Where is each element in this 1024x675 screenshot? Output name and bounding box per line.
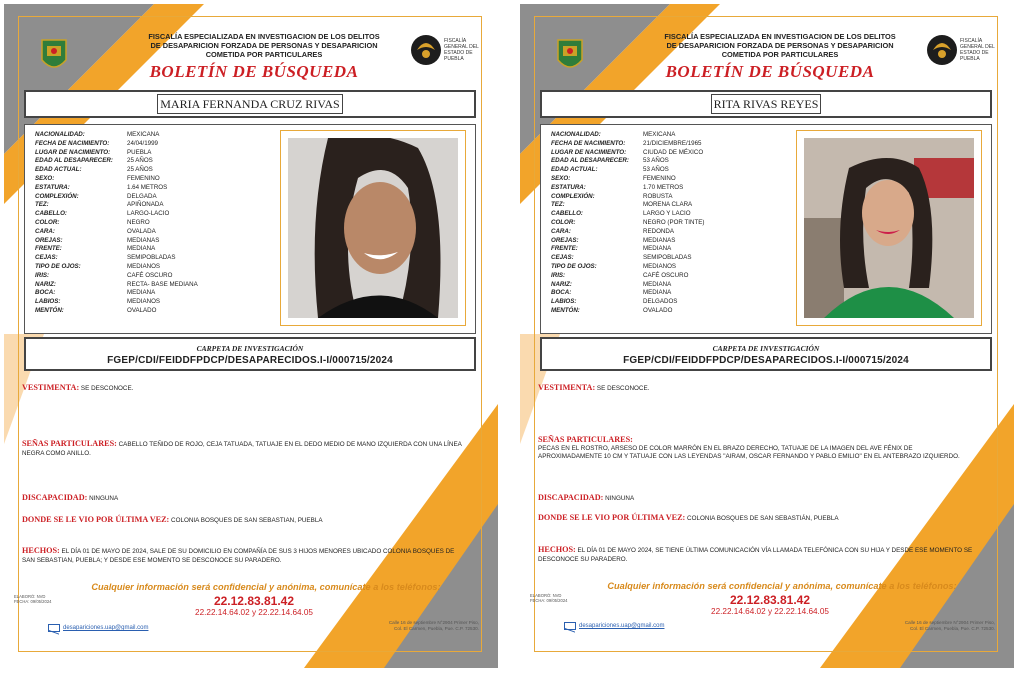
- disability-field: [22, 494, 462, 504]
- office-address: Calle 16 de septiembre N°2904 Primer Piso, Col. El Carmen, Puebla, Pue. C.P. 72530.: [904, 620, 995, 631]
- data-row-label: CEJAS:: [551, 254, 574, 262]
- data-row-label: OREJAS:: [35, 236, 63, 244]
- last-seen-label: DONDE SE LE VIO POR ÚLTIMA VEZ:: [538, 513, 686, 522]
- data-row-value: CAFÉ OSCURO: [643, 271, 689, 279]
- distinguishing-marks-label: SEÑAS PARTICULARES:: [22, 439, 117, 448]
- data-row-label: IRIS:: [551, 271, 566, 279]
- data-row-value: NEGRO: [127, 218, 150, 226]
- data-row: [35, 307, 275, 316]
- person-name: MARIA FERNANDA CRUZ RIVAS: [160, 97, 340, 111]
- data-row-value: 1.70 METROS: [643, 183, 684, 191]
- confidential-info-text: Cualquier información será confidencial y anónima, comunícate a los teléfonos:: [91, 582, 441, 592]
- data-row-label: BOCA:: [35, 289, 56, 297]
- data-row-value: MEDIANA: [643, 280, 672, 288]
- mail-icon: [48, 624, 60, 632]
- data-row-value: SEMIPOBLADAS: [127, 254, 176, 262]
- data-row-label: ESTATURA:: [551, 183, 586, 191]
- data-row: [551, 184, 791, 193]
- data-row-label: CABELLO:: [551, 210, 583, 218]
- data-row-value: FEMENINO: [643, 174, 676, 182]
- data-row: [35, 140, 275, 149]
- investigation-folder-box: [24, 337, 476, 371]
- phone-main[interactable]: 22.12.83.81.42: [729, 593, 811, 607]
- data-row-value: FEMENINO: [127, 174, 160, 182]
- data-row: [551, 149, 791, 158]
- email-text[interactable]: desapariciones.uap@gmail.com: [63, 625, 149, 631]
- distinguishing-marks-value: PECAS EN EL ROSTRO, ARSESO DE COLOR MARRÓN EN EL BRAZO DERECHO, TATUAJE DE LA IMAGEN DEL AVE FÉNIX DE APROXIMADAMENTE 10 CM Y TATUAJE CON LAS LEYENDAS "AIRAM, OSCAR FERNANDO Y PABLO EMILIO" EN EL ANTEBRAZO IZQUIERDO.: [538, 444, 960, 460]
- data-row-value: REDONDA: [643, 227, 674, 235]
- clothing-value: SE DESCONOCE.: [596, 385, 650, 392]
- data-row-value: NEGRO (POR TINTE): [643, 218, 705, 226]
- data-row-label: MENTÓN:: [35, 306, 64, 314]
- data-row: [551, 289, 791, 298]
- data-row-label: COLOR:: [35, 218, 60, 226]
- data-row-value: SEMIPOBLADAS: [643, 254, 692, 262]
- facts-value: EL DÍA 01 DE MAYO 2024, SE TIENE ÚLTIMA COMUNICACIÓN VÍA LLAMADA TELEFÓNICA CON SU HIJA Y DESDE ESE MOMENTO SE DESCONOCE SU PARADERO.: [538, 547, 973, 563]
- data-row-value: 21/DICIEMBRE/1965: [643, 139, 702, 147]
- data-row: [551, 254, 791, 263]
- phone-main[interactable]: 22.12.83.81.42: [213, 594, 295, 608]
- data-row-value: 53 AÑOS: [643, 166, 669, 174]
- data-row-label: COMPLEXIÓN:: [35, 192, 79, 200]
- data-row-value: MEDIANA: [643, 245, 672, 253]
- clothing-label: VESTIMENTA:: [22, 383, 80, 392]
- data-row-label: SEXO:: [35, 174, 55, 182]
- fiscalia-logo-text: FISCALÍA GENERAL DEL ESTADO DE PUEBLA: [960, 38, 995, 62]
- contact-email[interactable]: [564, 622, 664, 630]
- data-row: [551, 175, 791, 184]
- distinguishing-marks-label: SEÑAS PARTICULARES:: [538, 435, 633, 444]
- last-seen-value: COLONIA BOSQUES DE SAN SEBASTIAN, PUEBLA: [171, 517, 323, 524]
- disability-label: DISCAPACIDAD:: [22, 493, 88, 502]
- data-row: [35, 228, 275, 237]
- facts-field: [538, 546, 978, 564]
- data-row-value: MEDIANOS: [127, 298, 161, 306]
- data-row-label: TEZ:: [551, 201, 565, 209]
- facts-label: HECHOS:: [538, 545, 576, 554]
- confidential-info-text: Cualquier información será confidencial y anónima, comunícate a los teléfonos:: [607, 581, 957, 591]
- data-row-value: OVALADO: [643, 306, 673, 314]
- data-row-label: EDAD ACTUAL:: [35, 166, 82, 174]
- data-row-label: FECHA DE NACIMIENTO:: [551, 139, 626, 147]
- facts-field: [22, 547, 462, 565]
- data-row: [35, 175, 275, 184]
- data-row: [35, 210, 275, 219]
- data-row-label: SEXO:: [551, 174, 571, 182]
- bulletin-title: BOLETÍN DE BÚSQUEDA: [665, 62, 875, 81]
- data-row-value: PUEBLA: [127, 148, 152, 156]
- data-row: [35, 254, 275, 263]
- data-row: [551, 263, 791, 272]
- data-row: [35, 149, 275, 158]
- clothing-label: VESTIMENTA:: [538, 383, 596, 392]
- data-row-label: EDAD AL DESAPARECER:: [35, 157, 113, 165]
- data-row-value: APIÑONADA: [127, 201, 164, 209]
- search-bulletin-poster: [520, 4, 1014, 668]
- last-seen-field: [22, 516, 462, 526]
- data-row-label: CARA:: [35, 227, 55, 235]
- data-row: [35, 193, 275, 202]
- data-row-value: MEDIANA: [127, 289, 156, 297]
- disability-value: NINGUNA: [89, 495, 119, 502]
- last-seen-value: COLONIA BOSQUES DE SAN SEBASTIÁN, PUEBLA: [687, 515, 839, 522]
- facts-label: HECHOS:: [22, 546, 60, 555]
- data-row-label: NACIONALIDAD:: [35, 131, 85, 138]
- data-row: [35, 131, 275, 140]
- data-row-label: FECHA DE NACIMIENTO:: [35, 139, 110, 147]
- data-row-value: OVALADO: [127, 306, 157, 314]
- data-row-label: NARIZ:: [551, 280, 572, 288]
- data-row: [35, 166, 275, 175]
- data-row: [35, 219, 275, 228]
- data-row-label: LUGAR DE NACIMIENTO:: [551, 148, 627, 156]
- data-row-value: MEDIANOS: [643, 262, 677, 270]
- data-row-value: ROBUSTA: [643, 192, 673, 200]
- data-row-label: TEZ:: [35, 201, 49, 209]
- data-row: [35, 184, 275, 193]
- phone-others[interactable]: 22.22.14.64.02 y 22.22.14.64.05: [711, 607, 829, 616]
- fiscalia-logo-text: FISCALÍA GENERAL DEL ESTADO DE PUEBLA: [444, 38, 479, 62]
- data-row-value: 53 AÑOS: [643, 157, 669, 165]
- person-name-box: [540, 90, 992, 118]
- data-row-value: DELGADA: [127, 192, 157, 200]
- data-row-value: MEDIANAS: [127, 236, 160, 244]
- person-photo: [804, 138, 974, 318]
- data-row-label: ESTATURA:: [35, 183, 70, 191]
- search-bulletin-poster: [4, 4, 498, 668]
- data-row-label: EDAD ACTUAL:: [551, 166, 598, 174]
- data-row: [35, 298, 275, 307]
- data-row: [35, 201, 275, 210]
- data-row: [551, 307, 791, 316]
- data-row-label: TIPO DE OJOS:: [35, 262, 81, 270]
- data-row-label: COMPLEXIÓN:: [551, 192, 595, 200]
- clothing-field: [538, 384, 978, 394]
- data-row-label: OREJAS:: [551, 236, 579, 244]
- data-row-value: MEDIANA: [643, 289, 672, 297]
- distinguishing-marks-field: [538, 436, 978, 462]
- data-row-label: CARA:: [551, 227, 571, 235]
- disability-value: NINGUNA: [605, 495, 635, 502]
- data-row-value: MEXICANA: [127, 131, 160, 138]
- data-row-value: DELGADOS: [643, 298, 678, 306]
- data-row: [551, 193, 791, 202]
- data-row-value: 25 AÑOS: [127, 166, 153, 174]
- data-row: [35, 281, 275, 290]
- personal-data-list: [551, 131, 791, 316]
- data-row-value: MEDIANOS: [127, 262, 161, 270]
- data-row: [551, 228, 791, 237]
- investigation-folder-number: FGEP/CDI/FEIDDFPDCP/DESAPARECIDOS.I-I/000715/2024: [107, 355, 393, 366]
- bulletin-title: BOLETÍN DE BÚSQUEDA: [149, 62, 359, 81]
- data-row: [551, 131, 791, 140]
- agency-name: FISCALÍA ESPECIALIZADA EN INVESTIGACION DE LOS DELITOS DE DESAPARICION FORZADA DE PERSONAS Y DESAPARICION COMETIDA POR PARTICULARES: [664, 32, 896, 59]
- data-row: [551, 281, 791, 290]
- contact-email[interactable]: [48, 624, 148, 632]
- data-row-label: NARIZ:: [35, 280, 56, 288]
- distinguishing-marks-value: CABELLO TEÑIDO DE ROJO, CEJA TATUADA, TATUAJE EN EL DEDO MEDIO DE MANO IZQUIERDA CON UNA LÍNEA NEGRA COMO ANILLO.: [22, 441, 462, 457]
- data-row: [551, 298, 791, 307]
- data-row: [35, 157, 275, 166]
- last-seen-label: DONDE SE LE VIO POR ÚLTIMA VEZ:: [22, 515, 170, 524]
- phone-others[interactable]: 22.22.14.64.02 y 22.22.14.64.05: [195, 608, 313, 617]
- data-row-value: 1.64 METROS: [127, 183, 168, 191]
- data-row-label: FRENTE:: [551, 245, 578, 253]
- investigation-folder-label: CARPETA DE INVESTIGACIÓN: [712, 344, 820, 353]
- investigation-folder-number: FGEP/CDI/FEIDDFPDCP/DESAPARECIDOS.I-I/000715/2024: [623, 355, 909, 366]
- data-row-value: OVALADA: [127, 227, 156, 235]
- data-row-value: RECTA- BASE MEDIANA: [127, 280, 198, 288]
- data-row-value: LARGO Y LACIO: [643, 210, 691, 218]
- data-row: [35, 289, 275, 298]
- email-text[interactable]: desapariciones.uap@gmail.com: [579, 623, 665, 629]
- data-row-label: NACIONALIDAD:: [551, 131, 601, 138]
- data-row: [35, 245, 275, 254]
- data-row: [551, 157, 791, 166]
- data-row-value: MORENA CLARA: [643, 201, 693, 209]
- investigation-folder-label: CARPETA DE INVESTIGACIÓN: [196, 344, 304, 353]
- facts-value: EL DÍA 01 DE MAYO DE 2024, SALE DE SU DOMICILIO EN COMPAÑÍA DE SUS 3 HIJOS MENORES UBICADO COLONIA BOSQUES DE SAN SEBASTIAN, PUEBLA; Y DESDE ESE MOMENTO SE DESCONOCE SU PARADERO.: [22, 548, 455, 564]
- data-row-value: MEDIANAS: [643, 236, 676, 244]
- data-row: [551, 140, 791, 149]
- prepared-by: ELABORÓ: NVD FECHA: 09/05/2024: [530, 593, 568, 603]
- agency-name: FISCALÍA ESPECIALIZADA EN INVESTIGACION DE LOS DELITOS DE DESAPARICION FORZADA DE PERSONAS Y DESAPARICION COMETIDA POR PARTICULARES: [148, 32, 380, 59]
- data-row-value: 24/04/1999: [127, 139, 158, 147]
- data-row-label: CEJAS:: [35, 254, 58, 262]
- data-row-label: LABIOS:: [35, 298, 61, 306]
- personal-data-list: [35, 131, 275, 316]
- data-row-label: EDAD AL DESAPARECER:: [551, 157, 629, 165]
- data-row-value: CAFÉ OSCURO: [127, 271, 173, 279]
- data-row: [551, 210, 791, 219]
- data-row-label: LABIOS:: [551, 298, 577, 306]
- data-row-label: MENTÓN:: [551, 306, 580, 314]
- investigation-folder-box: [540, 337, 992, 371]
- data-row: [551, 245, 791, 254]
- disability-label: DISCAPACIDAD:: [538, 493, 604, 502]
- office-address: Calle 16 de septiembre N°2904 Primer Piso, Col. El Carmen, Puebla, Pue. C.P. 72530.: [388, 620, 479, 631]
- mail-icon: [564, 622, 576, 630]
- data-row-label: IRIS:: [35, 271, 50, 279]
- data-row: [35, 263, 275, 272]
- data-row: [551, 272, 791, 281]
- data-row-label: LUGAR DE NACIMIENTO:: [35, 148, 111, 156]
- data-row-label: BOCA:: [551, 289, 572, 297]
- data-row: [551, 166, 791, 175]
- distinguishing-marks-field: [22, 440, 462, 458]
- data-row-value: MEDIANA: [127, 245, 156, 253]
- data-row-value: CIUDAD DE MÉXICO: [643, 148, 704, 156]
- person-name: RITA RIVAS REYES: [713, 97, 819, 111]
- data-row-label: CABELLO:: [35, 210, 67, 218]
- data-row: [551, 201, 791, 210]
- data-row-value: MEXICANA: [643, 131, 676, 138]
- data-row-value: 25 AÑOS: [127, 157, 153, 165]
- last-seen-field: [538, 514, 978, 524]
- data-row-label: COLOR:: [551, 218, 576, 226]
- data-row-label: TIPO DE OJOS:: [551, 262, 597, 270]
- clothing-value: SE DESCONOCE.: [80, 385, 134, 392]
- data-row: [551, 219, 791, 228]
- clothing-field: [22, 384, 462, 394]
- person-name-box: [24, 90, 476, 118]
- data-row: [35, 272, 275, 281]
- data-row-value: LARGO-LACIO: [127, 210, 170, 218]
- disability-field: [538, 494, 978, 504]
- person-photo: [288, 138, 458, 318]
- data-row: [35, 237, 275, 246]
- prepared-by: ELABORÓ: NVD FECHA: 09/05/2024: [14, 594, 52, 604]
- data-row: [551, 237, 791, 246]
- data-row-label: FRENTE:: [35, 245, 62, 253]
